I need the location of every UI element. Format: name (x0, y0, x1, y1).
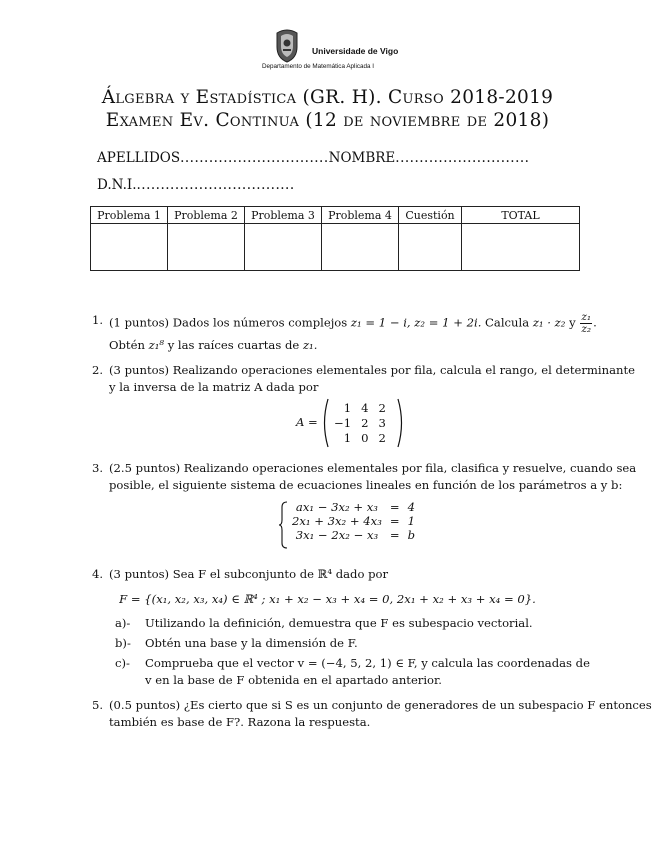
problem-3-line-2: posible, el siguiente sistema de ecuaciones lineales en función de los parámetros a y b: (109, 478, 623, 492)
item-label: c)- (115, 656, 130, 670)
equation-row (288, 528, 419, 542)
matrix-row (329, 400, 391, 415)
matrix-cell: 1 (343, 430, 352, 445)
matrix-cell: 2 (378, 430, 386, 445)
col-problema-3: Problema 3 (245, 207, 322, 224)
system-equations (288, 500, 419, 542)
problem-4-line-1: (3 puntos) Sea F el subconjunto de ℝ⁴ dado por (109, 567, 389, 581)
problem-3-line-1: (2.5 puntos) Realizando operaciones elementales por fila, clasifica y resuelve, cuando sea (109, 461, 637, 475)
problem-2-number: 2. (92, 363, 104, 377)
problem-1-text: (1 puntos) Dados los números complejos (109, 315, 351, 330)
nombre-label: NOMBRE (328, 150, 396, 166)
problem-2-line-2: y la inversa de la matriz A dada por (109, 380, 319, 394)
problem-1-text-and: y (565, 315, 580, 330)
score-cell-4 (322, 224, 399, 271)
nombre-blank: ............................ (395, 150, 530, 166)
department-name: Departamento de Matemática Aplicada I (262, 63, 375, 70)
problem-1-z1: z₁. (302, 338, 318, 352)
score-cell-2 (168, 224, 245, 271)
problem-1-text-obten: Obtén (109, 338, 149, 352)
problem-1-product: z₁ · z₂ (532, 315, 566, 330)
problem-1-text-roots: y las raíces cuartas de (164, 338, 303, 352)
equation-lhs: 3x₁ − 2x₂ − x₃ (295, 528, 379, 542)
dni-field (97, 177, 295, 193)
equation-eq: = (389, 514, 400, 528)
matrix-cell: 0 (361, 430, 369, 445)
apellidos-label: APELLIDOS (97, 150, 181, 166)
score-table-header (91, 207, 580, 224)
university-name: Universidade de Vigo (312, 46, 399, 56)
left-brace-icon (278, 501, 288, 549)
score-cell-1 (91, 224, 168, 271)
matrix-cell: 3 (378, 415, 386, 430)
score-cell-total (462, 224, 580, 271)
matrix-cell: −1 (334, 415, 352, 430)
university-seal-icon (274, 27, 300, 63)
col-problema-1: Problema 1 (91, 207, 168, 224)
problem-4-set-definition: F = {(x₁, x₂, x₃, x₄) ∈ ℝ⁴ ; x₁ + x₂ − x₃ + x₄ = 0, 2x₁ + x₂ + x₃ + x₄ = 0}. (119, 592, 536, 606)
item-label: a)- (115, 616, 131, 630)
right-paren-icon (396, 398, 406, 448)
equation-rhs: 4 (407, 500, 415, 514)
equation-eq: = (389, 500, 400, 514)
problem-2-line-1: (3 puntos) Realizando operaciones elementales por fila, calcula el rango, el determinante (109, 363, 635, 377)
problem-3-number: 3. (92, 461, 104, 475)
matrix-body (329, 400, 391, 445)
matrix-cell: 2 (361, 415, 369, 430)
equation-rhs: 1 (407, 514, 415, 528)
problem-5-number: 5. (92, 698, 104, 712)
problem-1-numbers: z₁ = 1 − i, z₂ = 1 + 2i. (350, 315, 482, 330)
col-problema-4: Problema 4 (322, 207, 399, 224)
quotient-denominator: z₂ (581, 323, 592, 335)
matrix-cell: 4 (361, 400, 369, 415)
equation-row (288, 500, 419, 514)
name-fields (97, 150, 529, 166)
problem-1-quotient (580, 312, 592, 335)
equation-rhs: b (407, 528, 415, 542)
problem-1: 1. (1 puntos) Dados los números complejos z₁ = 1 − i, z₂ = 1 + 2i. Calcula z₁ · z₂ y $\frac{\text{z₁}}{\text{z₂}}$ . Obtén z₁⁸ y las raíces cuartas de z₁. (92, 311, 597, 352)
col-problema-2: Problema 2 (168, 207, 245, 224)
item-text: Comprueba que el vector v = (−4, 5, 2, 1) ∈ F, y calcula las coordenadas de v en la base de F obtenida en el apartado anterior. (145, 656, 590, 687)
equation-lhs: ax₁ − 3x₂ + x₃ (295, 500, 378, 514)
item-label: b)- (115, 636, 131, 650)
matrix-cell: 1 (343, 400, 352, 415)
score-table (90, 206, 580, 271)
problem-1-number: 1. (92, 313, 104, 327)
exam-title: Álgebra y Estadística (GR. H). Curso 2018-2019 (101, 87, 554, 108)
matrix-lhs: A = (296, 415, 318, 429)
problem-1-text-calc: Calcula (481, 315, 533, 330)
score-table-row (91, 224, 580, 271)
apellidos-blank: ............................... (180, 150, 329, 166)
score-cell-5 (399, 224, 462, 271)
exam-subtitle: Examen Ev. Continua (12 de noviembre de 2018) (105, 110, 550, 131)
item-text: Obtén una base y la dimensión de F. (145, 636, 358, 650)
quotient-numerator: z₁ (581, 311, 592, 323)
problem-5-line-1: (0.5 puntos) ¿Es cierto que si S es un conjunto de generadores de un subespacio F entonces (109, 698, 652, 712)
item-text: Utilizando la definición, demuestra que F es subespacio vectorial. (145, 616, 533, 630)
matrix-row (329, 430, 391, 445)
problem-5-line-2: también es base de F?. Razona la respuesta. (109, 715, 371, 729)
col-total: TOTAL (462, 207, 580, 224)
dni-blank: ................................. (136, 177, 295, 193)
score-cell-3 (245, 224, 322, 271)
equation-lhs: 2x₁ + 3x₂ + 4x₃ (292, 514, 382, 528)
dni-label: D.N.I. (97, 177, 137, 193)
equation-row (288, 514, 419, 528)
matrix-row (329, 415, 391, 430)
equation-eq: = (389, 528, 400, 542)
problem-1-power: z₁⁸ (148, 338, 165, 352)
problem-4-number: 4. (92, 567, 104, 581)
col-cuestion: Cuestión (399, 207, 462, 224)
matrix-cell: 2 (378, 400, 386, 415)
